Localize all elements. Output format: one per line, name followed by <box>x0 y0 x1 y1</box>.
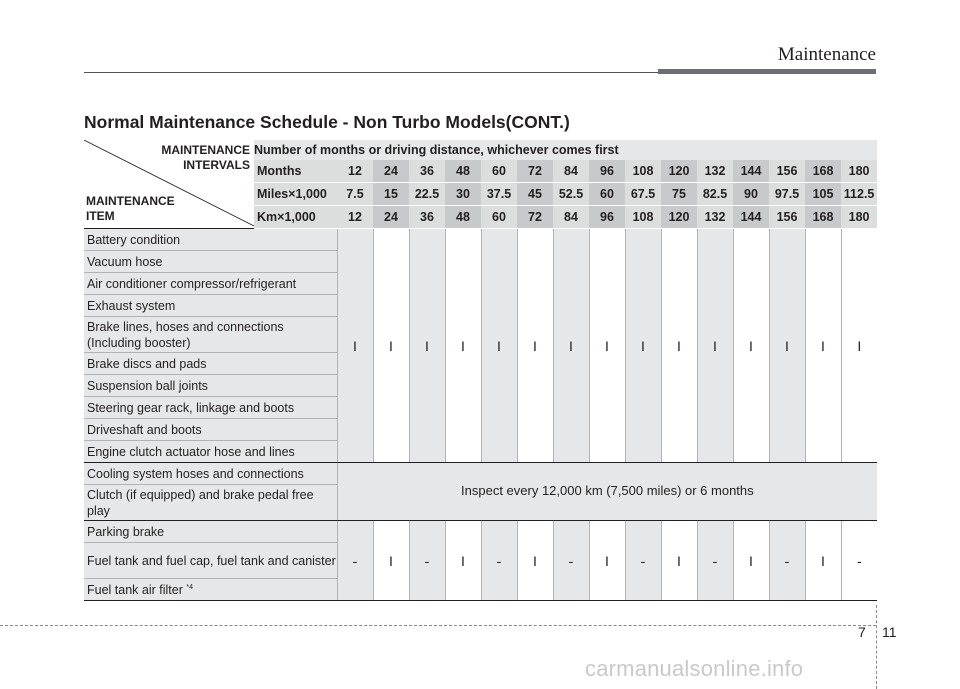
page-number: 11 <box>882 624 897 640</box>
km-row-cell: 144 <box>733 206 769 229</box>
table-row <box>84 521 877 543</box>
km-row-cell: 12 <box>337 206 373 229</box>
km-row-cell: 96 <box>589 206 625 229</box>
interval-mark: I <box>373 521 409 601</box>
header-rule-accent <box>658 69 876 74</box>
miles-row-cell: 112.5 <box>841 183 877 206</box>
km-row-cell: 36 <box>409 206 445 229</box>
months-row-cell: 180 <box>841 160 877 183</box>
maintenance-item <box>84 521 337 543</box>
months-row-cell: 156 <box>769 160 805 183</box>
km-row-cell: 132 <box>697 206 733 229</box>
maintenance-item: Suspension ball joints <box>84 375 337 397</box>
miles-row-cell: 37.5 <box>481 183 517 206</box>
footer-divider <box>876 605 877 689</box>
miles-row-cell: 15 <box>373 183 409 206</box>
interval-mark: I <box>841 229 877 463</box>
maintenance-item-label: Parking brake <box>87 524 165 539</box>
interval-mark: - <box>337 521 373 601</box>
months-row-cell: 144 <box>733 160 769 183</box>
chapter-number: 7 <box>858 624 866 640</box>
months-row-cell: 24 <box>373 160 409 183</box>
km-row-cell: 60 <box>481 206 517 229</box>
maintenance-item: Brake discs and pads <box>84 353 337 375</box>
km-row-cell: 72 <box>517 206 553 229</box>
inspection-note: Inspect every 12,000 km (7,500 miles) or 6 months <box>337 463 877 521</box>
maintenance-item <box>84 543 337 579</box>
interval-mark: I <box>373 229 409 463</box>
intervals-label: MAINTENANCE INTERVALS <box>161 143 250 172</box>
km-row-cell: 168 <box>805 206 841 229</box>
maintenance-item: Vacuum hose <box>84 251 337 273</box>
interval-mark: I <box>697 229 733 463</box>
months-row-cell: 132 <box>697 160 733 183</box>
table-corner <box>84 140 254 229</box>
header-rule <box>84 72 658 73</box>
interval-mark: I <box>589 521 625 601</box>
maintenance-schedule-table <box>84 140 877 601</box>
header-section-title: Maintenance <box>777 44 876 65</box>
km-row-cell: 84 <box>553 206 589 229</box>
interval-mark: I <box>337 229 373 463</box>
interval-mark: I <box>589 229 625 463</box>
km-row-cell: 120 <box>661 206 697 229</box>
km-row-label: Km×1,000 <box>254 206 337 229</box>
months-row-cell: 120 <box>661 160 697 183</box>
interval-mark: I <box>445 521 481 601</box>
maintenance-item-label: Fuel tank air filter <box>87 583 183 598</box>
watermark: carmanualsonline.info <box>585 656 804 681</box>
months-row-cell: 48 <box>445 160 481 183</box>
interval-mark: I <box>769 229 805 463</box>
interval-mark: I <box>661 229 697 463</box>
maintenance-item: Engine clutch actuator hose and lines <box>84 441 337 463</box>
months-row-cell: 36 <box>409 160 445 183</box>
miles-row-label: Miles×1,000 <box>254 183 337 206</box>
miles-row-cell: 82.5 <box>697 183 733 206</box>
maintenance-item: Steering gear rack, linkage and boots <box>84 397 337 419</box>
miles-row-cell: 7.5 <box>337 183 373 206</box>
miles-row-cell: 75 <box>661 183 697 206</box>
miles-row-cell: 60 <box>589 183 625 206</box>
miles-row-cell: 105 <box>805 183 841 206</box>
interval-mark: - <box>697 521 733 601</box>
interval-mark: I <box>805 521 841 601</box>
km-row-cell: 24 <box>373 206 409 229</box>
km-row-cell: 108 <box>625 206 661 229</box>
maintenance-item: Clutch (if equipped) and brake pedal free play <box>84 485 337 521</box>
months-row-cell: 96 <box>589 160 625 183</box>
months-row-cell: 84 <box>553 160 589 183</box>
interval-mark: - <box>625 521 661 601</box>
header-row-caption <box>84 140 877 160</box>
miles-row-cell: 30 <box>445 183 481 206</box>
interval-mark: I <box>733 521 769 601</box>
months-row-cell: 12 <box>337 160 373 183</box>
interval-mark: I <box>625 229 661 463</box>
interval-mark: I <box>733 229 769 463</box>
miles-row-cell: 52.5 <box>553 183 589 206</box>
page-title: Normal Maintenance Schedule - Non Turbo Models(CONT.) <box>84 112 570 132</box>
maintenance-item <box>84 579 337 601</box>
months-row-cell: 72 <box>517 160 553 183</box>
interval-mark: I <box>661 521 697 601</box>
km-row-cell: 180 <box>841 206 877 229</box>
miles-row-cell: 45 <box>517 183 553 206</box>
interval-mark: I <box>517 229 553 463</box>
interval-mark: I <box>409 229 445 463</box>
interval-mark: I <box>553 229 589 463</box>
km-row-cell: 156 <box>769 206 805 229</box>
months-row-label: Months <box>254 160 337 183</box>
maintenance-item: Cooling system hoses and connections <box>84 463 337 485</box>
miles-row-cell: 97.5 <box>769 183 805 206</box>
interval-mark: - <box>481 521 517 601</box>
maintenance-item: Air conditioner compressor/refrigerant <box>84 273 337 295</box>
miles-row-cell: 90 <box>733 183 769 206</box>
table-row <box>84 229 877 251</box>
miles-row-cell: 67.5 <box>625 183 661 206</box>
miles-row-cell: 22.5 <box>409 183 445 206</box>
interval-mark: - <box>841 521 877 601</box>
footnote-marker: *4 <box>186 584 193 592</box>
interval-mark: I <box>805 229 841 463</box>
km-row-cell: 48 <box>445 206 481 229</box>
interval-caption: Number of months or driving distance, whichever comes first <box>254 140 877 160</box>
maintenance-item: Driveshaft and boots <box>84 419 337 441</box>
interval-mark: I <box>481 229 517 463</box>
interval-mark: - <box>769 521 805 601</box>
months-row-cell: 60 <box>481 160 517 183</box>
interval-mark: I <box>517 521 553 601</box>
item-label: MAINTENANCE ITEM <box>86 194 175 223</box>
maintenance-item-label: Fuel tank and fuel cap, fuel tank and canister <box>87 553 336 568</box>
maintenance-item: Brake lines, hoses and connections (Including booster) <box>84 317 337 353</box>
months-row-cell: 108 <box>625 160 661 183</box>
maintenance-item: Battery condition <box>84 229 337 251</box>
interval-mark: - <box>553 521 589 601</box>
maintenance-item: Exhaust system <box>84 295 337 317</box>
months-row-cell: 168 <box>805 160 841 183</box>
interval-mark: - <box>409 521 445 601</box>
footer-rule <box>0 625 876 626</box>
table-row <box>84 463 877 485</box>
interval-mark: I <box>445 229 481 463</box>
